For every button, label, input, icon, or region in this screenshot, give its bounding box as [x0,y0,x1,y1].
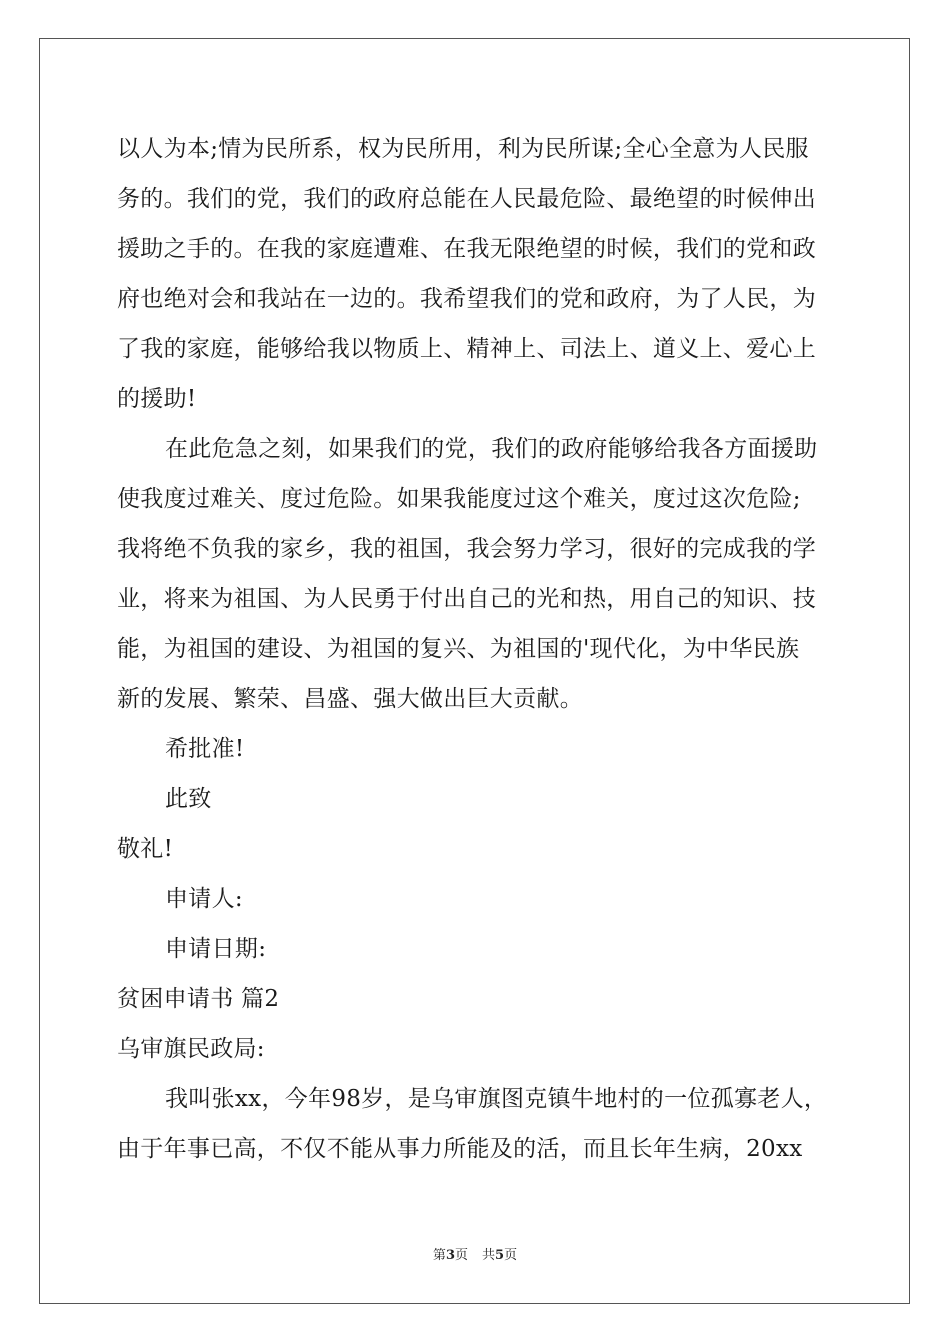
applicant-label: 申请人: [165,886,243,912]
text-line: 业，将来为祖国、为人民勇于付出自己的光和热，用自己的知识、技 [117,586,816,612]
page-total: 5 [495,1248,505,1263]
total-suffix: 页 [504,1248,518,1263]
text-line: 以人为本;情为民所系，权为民所用，利为民所谋;全心全意为人民服 [117,136,809,162]
text-line: 了我的家庭，能够给我以物质上、精神上、司法上、道义上、爱心上 [117,336,816,362]
closing-request: 希批准! [165,736,245,762]
application-date-label: 申请日期: [165,936,267,962]
text-line: 我将绝不负我的家乡，我的祖国，我会努力学习，很好的完成我的学 [117,536,816,562]
paragraph-start-line: 在此危急之刻，如果我们的党，我们的政府能够给我各方面援助 [165,436,818,462]
recipient-line: 乌审旗民政局: [117,1036,265,1062]
salutation-closing: 敬礼! [117,836,174,862]
page-prefix: 第 [432,1248,446,1263]
document-body [117,124,847,1174]
text-line: 府也绝对会和我站在一边的。我希望我们的党和政府，为了人民，为 [117,286,816,312]
text-line: 能，为祖国的建设、为祖国的复兴、为祖国的'现代化，为中华民族 [117,636,800,662]
page-footer [0,1246,950,1266]
text-line: 的援助! [117,386,197,412]
text-line: 新的发展、繁荣、昌盛、强大做出巨大贡献。 [117,686,583,712]
text-line: 由于年事已高，不仅不能从事力所能及的活，而且长年生病，20xx [117,1136,803,1162]
text-line: 务的。我们的党，我们的政府总能在人民最危险、最绝望的时候伸出 [117,186,816,212]
page-suffix: 页 [454,1248,468,1263]
total-prefix: 共 [482,1248,496,1263]
paragraph-start-line: 我叫张xx，今年98岁，是乌审旗图克镇牛地村的一位孤寡老人， [165,1086,828,1112]
salutation-line: 此致 [165,786,212,812]
section-title: 贫困申请书 篇2 [117,986,280,1012]
text-line: 使我度过难关、度过危险。如果我能度过这个难关，度过这次危险; [117,486,801,512]
page-current: 3 [445,1248,455,1263]
text-line: 援助之手的。在我的家庭遭难、在我无限绝望的时候，我们的党和政 [117,236,816,262]
